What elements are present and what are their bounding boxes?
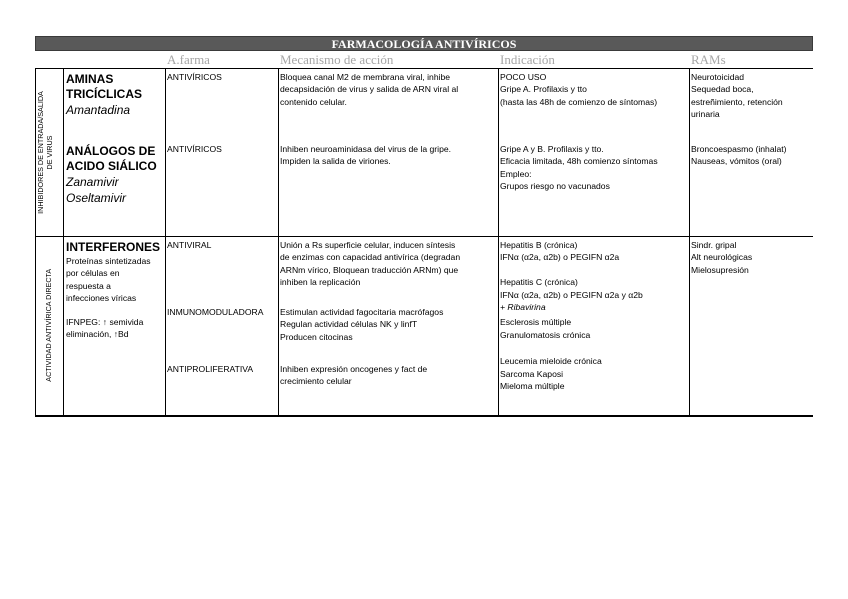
text-line: Unión a Rs superficie celular, inducen síntesis xyxy=(280,240,456,250)
sheet-title: FARMACOLOGÍA ANTIVÍRICOS xyxy=(35,36,813,51)
farma-cell: INMUNOMODULADORA xyxy=(167,307,264,317)
header-farma: A.farma xyxy=(167,52,210,67)
rams-cell xyxy=(691,71,783,121)
text-line: Hepatitis C (crónica) xyxy=(500,277,578,288)
column-divider xyxy=(63,68,64,415)
text-line: respuesta a xyxy=(66,280,111,291)
text-line: estreñimiento, retención xyxy=(691,96,783,107)
text-line: contenido celular. xyxy=(280,96,347,107)
text-line: inhiben la replicación xyxy=(280,277,361,288)
group-label-directa xyxy=(41,236,57,415)
group-label-line: ACTIVIDAD ANTIVÍRICA DIRECTA xyxy=(43,269,53,382)
drug-table xyxy=(35,68,813,417)
text-line: Eficacia limitada, 48h comienzo síntomas xyxy=(500,156,658,167)
group-label-entrada xyxy=(37,68,53,236)
rams-cell xyxy=(691,143,787,168)
class-name-line: ACIDO SIÁLICO xyxy=(66,159,157,173)
mecanismo-cell xyxy=(280,363,427,388)
class-name-line: TRICÍCLICAS xyxy=(66,87,142,101)
class-name-line: AMINAS xyxy=(66,72,114,86)
class-name-line: ANÁLOGOS DE xyxy=(66,144,156,158)
pharmacology-sheet xyxy=(35,36,813,69)
text-line: Proteínas sintetizadas xyxy=(66,256,151,266)
farma-cell: ANTIPROLIFERATIVA xyxy=(167,364,254,374)
text-line: urinaria xyxy=(691,109,720,120)
text-line: Bloquea canal M2 de membrana viral, inhibe xyxy=(280,72,451,82)
indicacion-cell xyxy=(500,71,657,108)
drug-class-analogos xyxy=(66,144,157,206)
text-line: Mieloma múltiple xyxy=(500,381,565,392)
drug-class-interferones xyxy=(66,240,160,340)
header-rams: RAMs xyxy=(691,52,726,67)
text-line: Inhiben expresión oncogenes y fact de xyxy=(280,364,428,374)
mecanismo-cell xyxy=(280,143,451,168)
text-line: infecciones víricas xyxy=(66,293,137,304)
column-divider xyxy=(498,68,499,415)
text-line: por células en xyxy=(66,268,120,279)
column-divider xyxy=(278,68,279,415)
class-name-line: INTERFERONES xyxy=(66,240,161,254)
text-line: (hasta las 48h de comienzo de síntomas) xyxy=(500,96,658,107)
text-line: Broncoespasmo (inhalat) xyxy=(691,144,787,154)
text-line: Neurotoicidad xyxy=(691,72,745,82)
text-line: POCO USO xyxy=(500,72,547,82)
mecanismo-cell xyxy=(280,71,458,108)
drug-name: Amantadina xyxy=(66,103,131,117)
text-line: Sarcoma Kaposi xyxy=(500,368,564,379)
drug-class-aminas xyxy=(66,72,142,118)
drug-name: Zanamivir xyxy=(66,175,119,189)
text-line: decapsidación de virus y salida de ARN viral al xyxy=(280,84,459,95)
group-label-line: INHIBIDORES DE ENTRADA/SALIDA xyxy=(35,90,45,214)
indicacion-cell xyxy=(500,143,658,193)
text-line: Producen citocinas xyxy=(280,331,353,342)
column-divider xyxy=(689,68,690,415)
farma-cell: ANTIVÍRICOS xyxy=(167,72,222,82)
text-line: IFNα (α2a, α2b) o PEGIFN α2a y α2b xyxy=(500,289,643,300)
drug-name: Oseltamivir xyxy=(66,191,127,205)
text-line: IFNα (α2a, α2b) o PEGIFN α2a xyxy=(500,252,620,263)
text-line: Sindr. gripal xyxy=(691,240,737,250)
text-line: IFNPEG: ↑ semivida xyxy=(66,316,144,327)
text-line: Leucemia mieloide crónica xyxy=(500,356,602,367)
text-line: Esclerosis múltiple xyxy=(500,317,572,328)
text-line: Gripe A. Profilaxis y tto xyxy=(500,84,587,95)
text-line: Mielosupresión xyxy=(691,264,749,275)
text-line: + Ribavirina xyxy=(500,302,546,313)
text-line: eliminación, ↑Bd xyxy=(66,329,129,340)
text-line: Nauseas, vómitos (oral) xyxy=(691,156,782,167)
group-label-line: DE VIRUS xyxy=(44,135,53,169)
text-line: ARNm vírico, Bloquean traducción ARNm) que xyxy=(280,264,459,275)
rams-cell xyxy=(691,239,752,276)
text-line: de enzimas con capacidad antivírica (degradan xyxy=(280,252,461,263)
farma-cell: ANTIVÍRICOS xyxy=(167,144,222,154)
text-line: Gripe A y B. Profilaxis y tto. xyxy=(500,144,604,154)
text-line: Grupos riesgo no vacunados xyxy=(500,181,610,192)
text-line: Sequedad boca, xyxy=(691,84,754,95)
farma-cell: ANTIVIRAL xyxy=(167,240,212,250)
text-line: Empleo: xyxy=(500,168,532,179)
header-indicacion: Indicación xyxy=(500,52,555,67)
group-divider xyxy=(35,236,813,237)
text-line: Impiden la salida de viriones. xyxy=(280,156,391,167)
text-line: crecimiento celular xyxy=(280,376,352,387)
column-header-row xyxy=(35,51,813,69)
text-line: Regulan actividad células NK y linfT xyxy=(280,319,418,330)
text-line: Inhiben neuroaminidasa del virus de la gripe. xyxy=(280,144,452,154)
column-divider xyxy=(165,68,166,415)
text-line: Granulomatosis crónica xyxy=(500,329,591,340)
header-mecanismo: Mecanismo de acción xyxy=(280,52,394,67)
text-line: Hepatitis B (crónica) xyxy=(500,240,578,250)
mecanismo-cell xyxy=(280,239,460,289)
text-line: Alt neurológicas xyxy=(691,252,753,263)
mecanismo-cell xyxy=(280,306,443,343)
indicacion-cell xyxy=(500,239,643,392)
text-line: Estimulan actividad fagocitaria macrófagos xyxy=(280,307,444,317)
